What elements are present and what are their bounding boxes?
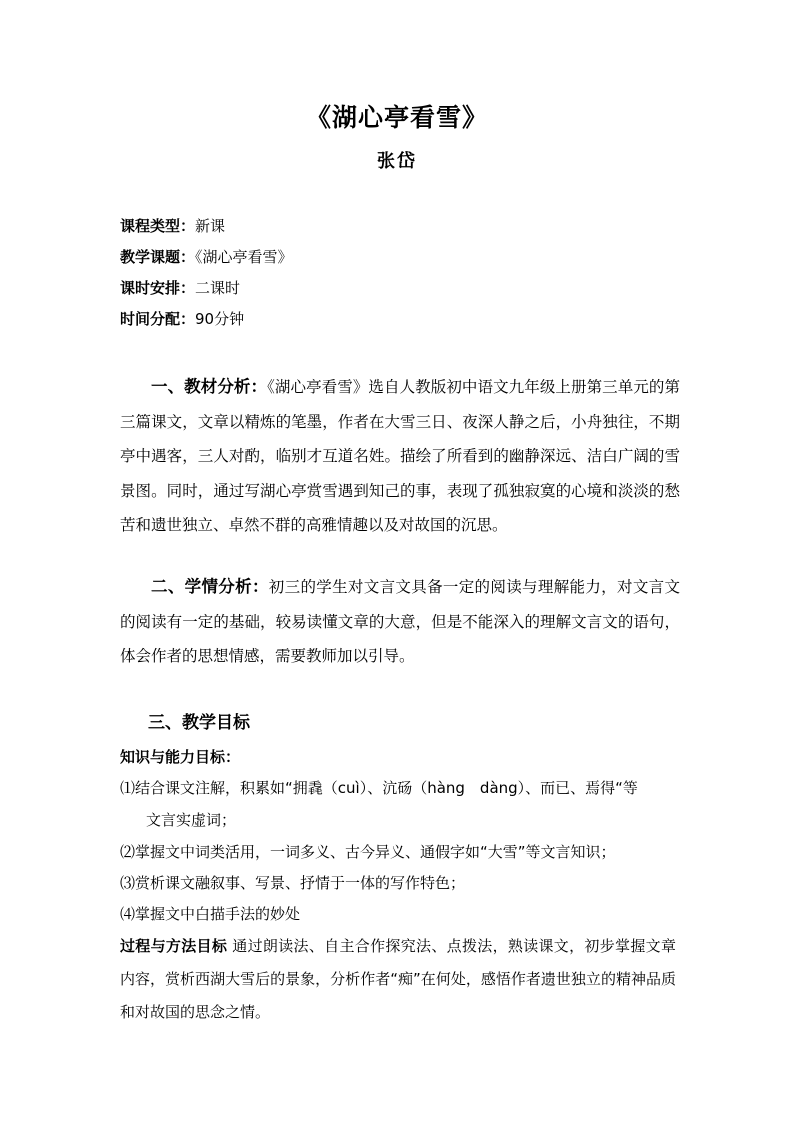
- info-course-type: [120, 216, 225, 236]
- section-text: 《湖心亭看雪》选自人教版初中语文九年级上册第三单元的第三篇课文，文章以精炼的笔墨，作者在大雪三日、夜深人静之后，小舟独往，不期亭中遇客，三人对酌，临别才互道名姓。描绘了所看到的幽静深远、洁白广阔的雪景图。同时，通过写湖心亭赏雪遇到知己的事，表现了孤独寂寞的心境和淡淡的愁苦和遗世独立、卓然不群的高雅情趣以及对故国的沉思。: [120, 378, 681, 534]
- section-objectives-heading: 三、教学目标: [148, 713, 250, 733]
- process-label: 过程与方法目标: [120, 937, 228, 955]
- process-text: 通过朗读法、自主合作探究法、点拨法，熟读课文，初步掌握文章内容，赏析西湖大雪后的景象，分析作者“痴”在何处，感悟作者遗世独立的精神品质和对故国的思念之情。: [120, 937, 676, 1021]
- info-label: 课时安排：: [120, 279, 196, 297]
- info-label: 课程类型：: [120, 217, 196, 235]
- section-text: 初三的学生对文言文具备一定的阅读与理解能力，对文言文的阅读有一定的基础，较易读懂文章的大意，但是不能深入的理解文言文的语句，体会作者的思想情感，需要教师加以引导。: [120, 578, 680, 665]
- document-title: 《湖心亭看雪》: [305, 103, 488, 132]
- knowledge-objectives-heading: 知识与能力目标：: [120, 748, 241, 766]
- section-heading: 一、教材分析：: [151, 377, 268, 396]
- process-method-objectives: [120, 930, 676, 1029]
- objective-item-3: ⑶赏析课文融叙事、写景、抒情于一体的写作特色；: [120, 874, 466, 892]
- section-textbook-analysis: [120, 370, 680, 543]
- info-time: [120, 309, 244, 329]
- info-value: 新课: [195, 217, 226, 235]
- info-value: 二课时: [195, 279, 241, 297]
- info-label: 时间分配：: [120, 310, 196, 328]
- section-heading: 二、学情分析：: [151, 577, 269, 596]
- info-course-topic: [120, 247, 293, 267]
- info-label: 教学课题：: [120, 248, 196, 266]
- info-schedule: [120, 278, 240, 298]
- objective-item-2: ⑵掌握文中词类活用，一词多义、古今异义、通假字如“大雪”等文言知识；: [120, 843, 616, 861]
- section-student-analysis: [120, 570, 680, 674]
- info-value: 《湖心亭看雪》: [195, 248, 293, 266]
- objective-item-4: ⑷掌握文中白描手法的妙处: [120, 905, 301, 923]
- objective-item-1-continued: 文言实虚词；: [146, 811, 237, 829]
- info-value: 90分钟: [195, 310, 245, 328]
- author-name: 张岱: [377, 151, 417, 172]
- objective-item-1: ⑴结合课文注解，积累如“拥毳（cuì）、沆砀（hàng dàng）、而已、焉得“等: [120, 779, 638, 797]
